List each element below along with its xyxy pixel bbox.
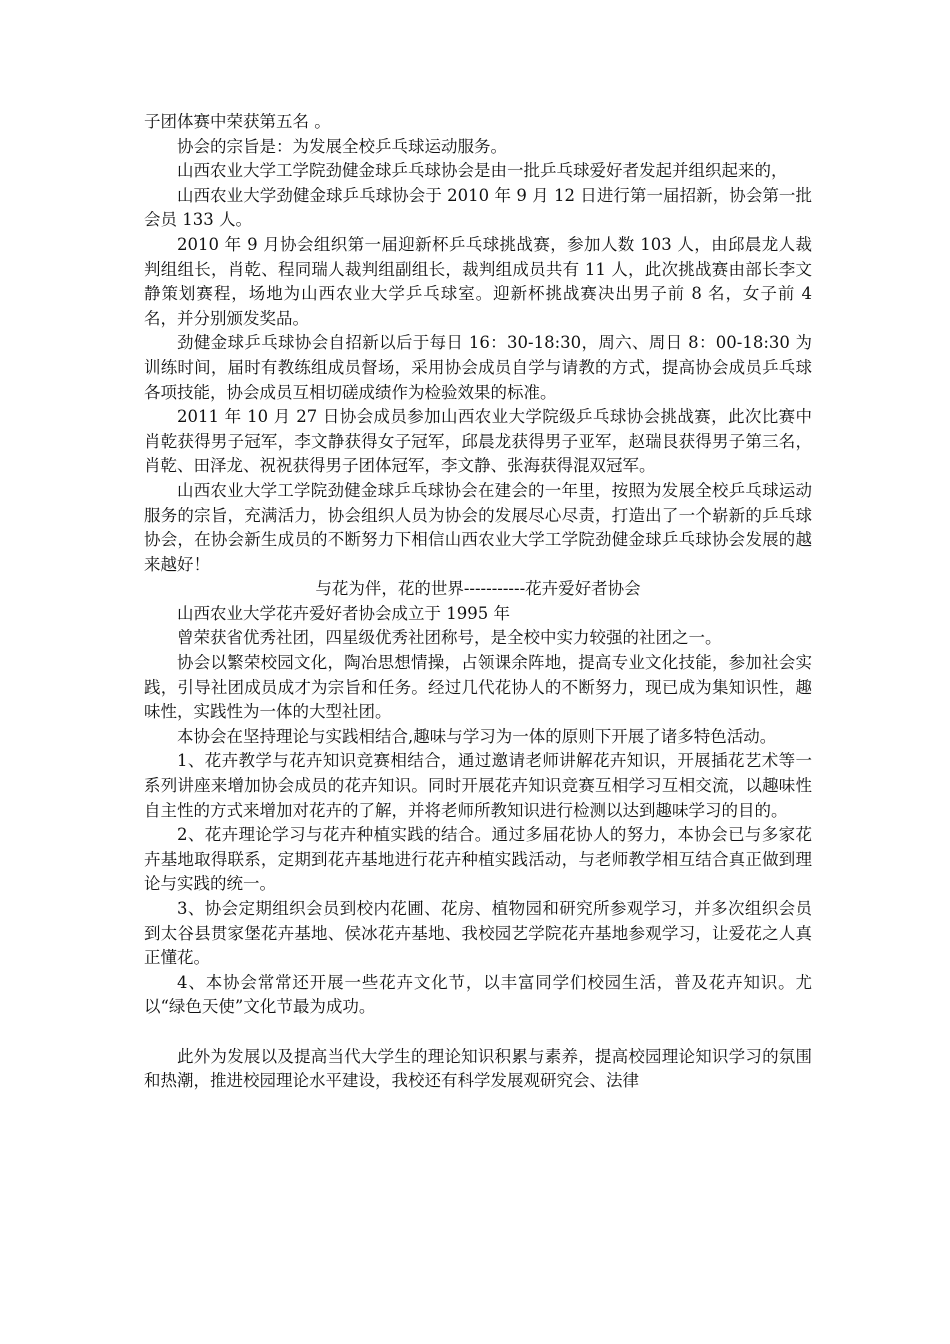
list-item-4: 4、本协会常常还开展一些花卉文化节，以丰富同学们校园生活，普及花卉知识。尤以“绿色天使”文化节最为成功。 — [144, 972, 812, 1017]
paragraph-recruitment: 山西农业大学劲健金球乒乓球协会于 2010 年 9 月 12 日进行第一届招新，协会第一批会员 133 人。 — [144, 185, 812, 230]
paragraph-continuation: 子团体赛中荣获第五名 。 — [144, 112, 331, 131]
paragraph-training: 劲健金球乒乓球协会自招新以后于每日 16：30-18:30，周六、周日 8：00-18:30 为训练时间，届时有教练组成员督场，采用协会成员自学与请教的方式，提高协会成员乒乓球各项技能，协会成员互相切磋成绩作为检验效果的标准。 — [144, 333, 812, 402]
paragraph-flower-honors: 曾荣获省优秀社团，四星级优秀社团称号，是全校中实力较强的社团之一。 — [177, 628, 722, 648]
paragraph-summary: 山西农业大学工学院劲健金球乒乓球协会在建会的一年里，按照为发展全校乒乓球运动服务的宗旨，充满活力，协会组织人员为协会的发展尽心尽责，打造出了一个崭新的乒乓球协会，在协会新生成员的不断努力下相信山西农业大学工学院劲健金球乒乓球协会发展的越来越好！ — [144, 480, 812, 574]
paragraph-challenge-2011: 2011 年 10 月 27 日协会成员参加山西农业大学院级乒乓球协会挑战赛，此次比赛中肖乾获得男子冠军，李文静获得女子冠军，邱晨龙获得男子亚军，赵瑞艮获得男子第三名，肖乾、田泽龙、祝祝获得男子团体冠军，李文静、张海获得混双冠军。 — [144, 407, 812, 476]
list-item-2: 2、花卉理论学习与花卉种植实践的结合。通过多届花协人的努力，本协会已与多家花卉基地取得联系，定期到花卉基地进行花卉种植实践活动，与老师教学相互结合真正做到理论与实践的统一。 — [144, 825, 812, 894]
paragraph-flower-principle: 本协会在坚持理论与实践相结合,趣味与学习为一体的原则下开展了诸多特色活动。 — [177, 726, 777, 746]
paragraph-challenge-2010: 2010 年 9 月协会组织第一届迎新杯乒乓球挑战赛，参加人数 103 人，由邱晨龙人裁判组组长，肖乾、程同瑞人裁判组副组长，裁判组成员共有 11 人，此次挑战赛由部长李文静策划赛程，场地为山西农业大学乒乓球室。迎新杯挑战赛决出男子前 8 名，女子前 4 名，并分别颁发奖品。 — [144, 234, 812, 328]
list-item-1: 1、花卉教学与花卉知识竞赛相结合，通过邀请老师讲解花卉知识，开展插花艺术等一系列讲座来增加协会成员的花卉知识。同时开展花卉知识竞赛互相学习互相交流，以趣味性自主性的方式来增加对花卉的了解，并将老师所教知识进行检测以达到趣味学习的目的。 — [144, 751, 812, 820]
paragraph-flower-mission: 协会以繁荣校园文化，陶冶思想情操，占领课余阵地，提高专业文化技能，参加社会实践，引导社团成员成才为宗旨和任务。经过几代花协人的不断努力，现已成为集知识性，趣味性，实践性为一体的大型社团。 — [144, 653, 812, 722]
paragraph-founding: 山西农业大学工学院劲健金球乒乓球协会是由一批乒乓球爱好者发起并组织起来的， — [177, 161, 788, 181]
paragraph-purpose: 协会的宗旨是：为发展全校乒乓球运动服务。 — [177, 136, 507, 156]
section-heading-flower-association: 与花为伴，花的世界-----------花卉爱好者协会 — [315, 579, 641, 599]
document-body — [144, 110, 812, 1094]
paragraph-other-societies: 此外为发展以及提高当代大学生的理论知识积累与素养，提高校园理论知识学习的氛围和热潮，推进校园理论水平建设，我校还有科学发展观研究会、法律 — [144, 1046, 812, 1091]
blank-line — [144, 1020, 812, 1045]
list-item-3: 3、协会定期组织会员到校内花圃、花房、植物园和研究所参观学习，并多次组织会员到太谷县贯家堡花卉基地、侯冰花卉基地、我校园艺学院花卉基地参观学习，让爱花之人真正懂花。 — [144, 899, 812, 968]
paragraph-flower-founding: 山西农业大学花卉爱好者协会成立于 1995 年 — [177, 603, 510, 623]
